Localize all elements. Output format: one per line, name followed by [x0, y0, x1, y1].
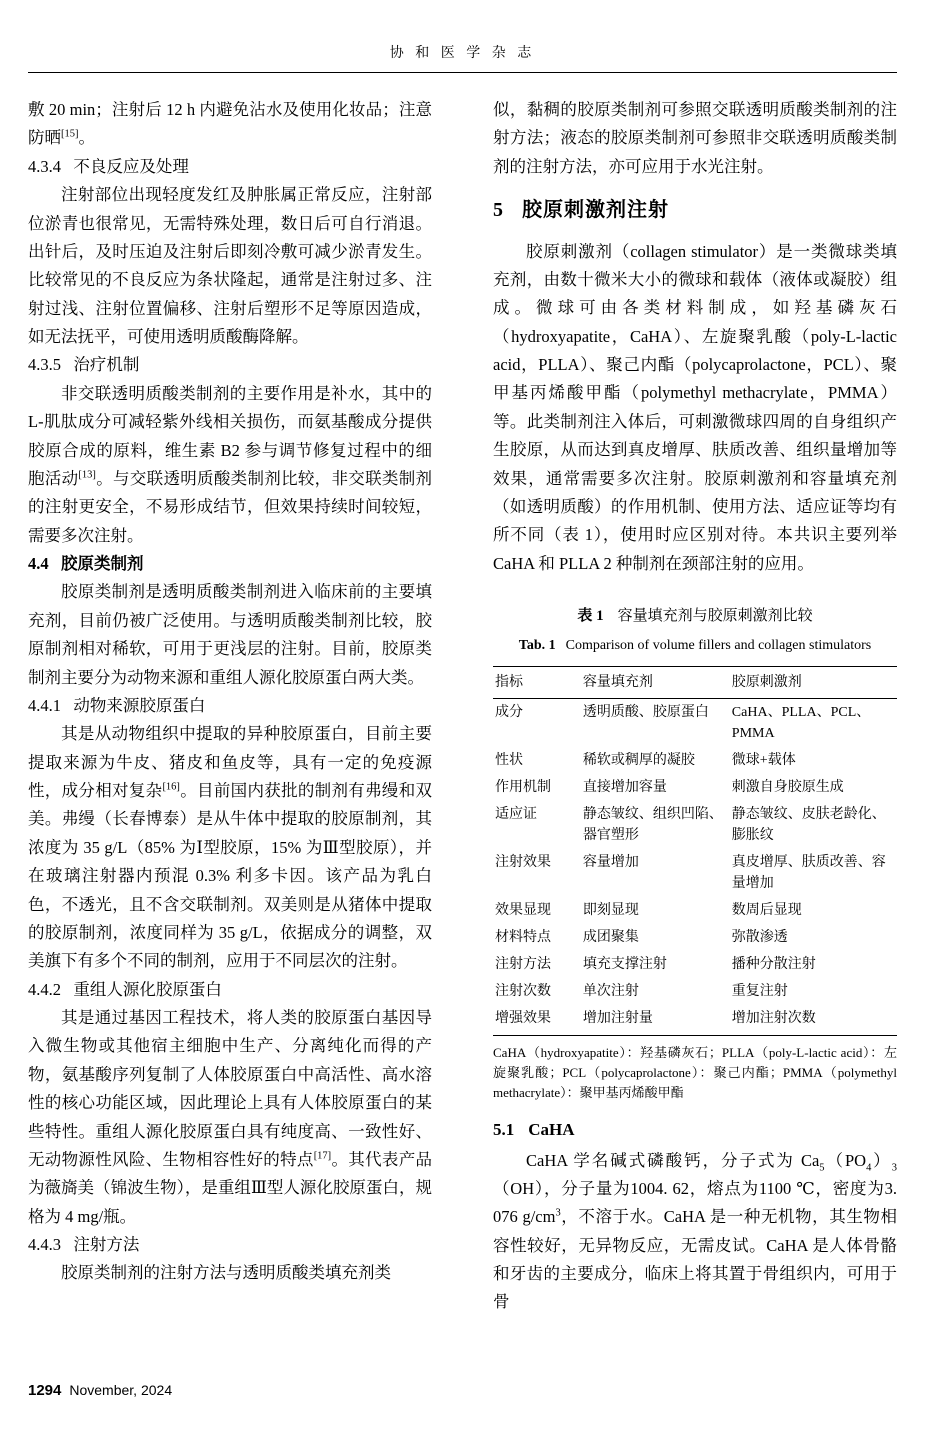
cell-collagen-stimulator: 弥散渗透 [731, 929, 788, 945]
cell-indicator: 注射次数 [495, 983, 551, 999]
header-rule [28, 72, 897, 73]
paragraph-4-4: 胶原类制剂是透明质酸类制剂进入临床前的主要填充剂，目前仍被广泛使用。与透明质酸类制剂比较，胶原制剂相对稀软，可用于更浅层的注射。目前，胶原类制剂主要分为动物来源和重组人源化胶原蛋白两大类。 [28, 582, 432, 687]
subscript-3: 3 [891, 1161, 898, 1173]
paragraph-4-4-3: 胶原类制剂的注射方法与透明质酸类填充剂类 [61, 1263, 391, 1283]
paragraph-continued-right: 似，黏稠的胶原类制剂可参照交联透明质酸类制剂的注射方法；液态的胶原类制剂可参照非交联透明质酸类制剂的注射方法，亦可应用于水光注射。 [493, 100, 897, 176]
left-column [28, 96, 432, 1288]
heading-title: 不良反应及处理 [73, 156, 189, 176]
cell-collagen-stimulator: 微球+载体 [731, 752, 796, 768]
cell-indicator: 作用机制 [495, 779, 551, 795]
table-1-block [493, 604, 897, 1103]
table-row [493, 897, 897, 924]
cell-collagen-stimulator: 静态皱纹、皮肤老龄化、膨胀纹 [731, 806, 886, 843]
right-column [493, 96, 897, 1317]
paragraph-text: CaHA 学名碱式磷酸钙，分子式为 Ca [526, 1150, 820, 1170]
paragraph-text: 其是通过基因工程技术，将人类的胶原蛋白基因导入微生物或其他宿主细胞中生产、分离纯化而得的产物，氨基酸序列复制了人体胶原蛋白中高活性、高水溶性的核心功能区域，因此理论上具有人体胶原蛋白的某些特性。重组人源化胶原蛋白具有纯度高、一致性好、无动物源性风险、生物相容性好的特点 [28, 1008, 432, 1169]
cell-volume-filler: 填充支撑注射 [582, 956, 667, 972]
cell-volume-filler: 稀软或稠厚的凝胶 [582, 752, 695, 768]
cell-indicator: 注射方法 [495, 956, 551, 972]
table-caption-cn [493, 604, 897, 630]
comparison-table [493, 666, 897, 1036]
table-label-en: Tab. 1 [518, 637, 556, 653]
reference-13: [13] [78, 469, 96, 481]
table-row [493, 849, 897, 897]
heading-number: 4.3.5 [28, 355, 61, 375]
cell-volume-filler: 透明质酸、胶原蛋白 [582, 704, 709, 720]
paragraph-text-end: 。与交联透明质酸类制剂比较，非交联类制剂的注射更安全，不易形成结节，但效果持续时间较短，需要多次注射。 [28, 468, 433, 545]
table-row [493, 747, 897, 774]
section-number: 5 [493, 199, 504, 222]
paragraph-4-3-5 [28, 380, 432, 550]
table-header-row [493, 666, 897, 698]
table-row [493, 698, 897, 747]
table-head [493, 666, 897, 698]
paragraph-4-3-4: 注射部位出现轻度发红及肿胀属正常反应，注射部位淤青也很常见，无需特殊处理，数日后可自行消退。出针后，及时压迫及注射后即刻冷敷可减少淤青发生。比较常见的不良反应为条状隆起，通常是注射过多、注射过浅、注射位置偏移、注射后塑形不足等原因造成，如无法抚平，可使用透明质酸酶降解。 [28, 185, 432, 346]
heading-title: 胶原类制剂 [61, 554, 144, 573]
heading-title: 治疗机制 [73, 355, 140, 375]
cell-volume-filler: 成团聚集 [582, 929, 639, 945]
cell-collagen-stimulator: 重复注射 [731, 983, 788, 999]
paragraph-4-4-2 [28, 1004, 432, 1231]
heading-title: 重组人源化胶原蛋白 [73, 979, 222, 999]
paragraph-text-end: 。目前国内获批的制剂有弗缦和双美。弗缦（长春博泰）是从牛体中提取的胶原制剂，其浓度为 35 g/L（85% 为Ⅰ型胶原，15% 为Ⅲ型胶原），并在玻璃注射器内预混 0.3% 利多卡因。该产品为乳白色，不透光，且不含交联制剂。双美则是从猪体中提取的胶原制剂，浓度同样为 35 g/L，依据成分的调整，双美旗下有多个不同的制剂，应用于不同层次的注射。 [28, 781, 433, 971]
heading-number: 4.4 [28, 554, 49, 573]
paragraph-text: 其是从动物组织中提取的异种胶原蛋白，目前主要提取来源为牛皮、猪皮和鱼皮等，具有一定的免疫源性，成分相对复杂 [28, 724, 432, 800]
cell-indicator: 成分 [495, 704, 523, 720]
table-row [493, 801, 897, 849]
paragraph-continued [28, 96, 432, 153]
heading-title: 注射方法 [73, 1235, 140, 1254]
heading-title: 动物来源胶原蛋白 [73, 695, 206, 715]
heading-4-4-3 [28, 1231, 432, 1259]
heading-4-4-1 [28, 692, 432, 720]
cell-collagen-stimulator: 真皮增厚、肤质改善、容量增加 [731, 854, 886, 891]
table-title-cn: 容量填充剂与胶原刺激剂比较 [617, 608, 813, 625]
cell-volume-filler: 单次注射 [582, 983, 639, 999]
table-row [493, 1005, 897, 1036]
heading-number: 4.3.4 [28, 156, 61, 176]
paragraph-text: 非交联透明质酸类制剂的主要作用是补水，其中的 L-肌肽成分可减轻紫外线相关损伤，而氨基酸成分提供胶原合成的原料，维生素 B2 参与调节修复过程中的细胞活动 [28, 383, 432, 488]
subscript-4: 4 [866, 1161, 872, 1173]
cell-indicator: 注射效果 [495, 854, 551, 870]
heading-4-4-2 [28, 976, 432, 1004]
heading-4-3-5 [28, 351, 432, 379]
paragraph-text: （OH），分子量为1004. 62，熔点为1100 ℃，密度为3. 076 g/cm [493, 1178, 897, 1227]
cell-collagen-stimulator: 播种分散注射 [731, 956, 816, 972]
col-header-collagen-stimulator: 胶原刺激剂 [731, 674, 802, 690]
subscript-5: 5 [819, 1161, 825, 1173]
cell-collagen-stimulator: 增加注射次数 [731, 1010, 816, 1026]
heading-4-3-4 [28, 153, 432, 181]
paragraph-text-end: 。其代表产品为薇旖美（锦波生物），是重组Ⅲ型人源化胶原蛋白，规格为 4 mg/瓶。 [28, 1149, 433, 1226]
heading-number: 4.4.3 [28, 1235, 61, 1254]
cell-collagen-stimulator: CaHA、PLLA、PCL、PMMA [731, 704, 871, 741]
table-row [493, 951, 897, 978]
paragraph-text-end: ，不溶于水。CaHA 是一种无机物，其生物相容性较好，无异物反应，无需皮试。CaHA 是人体骨骼和牙齿的主要成分，临床上将其置于骨组织内，可用于骨 [493, 1207, 897, 1312]
section-title: CaHA [528, 1120, 575, 1140]
cell-indicator: 材料特点 [495, 929, 551, 945]
cell-volume-filler: 容量增加 [582, 854, 639, 870]
paragraph-5: 胶原刺激剂（collagen stimulator）是一类微球类填充剂，由数十微米大小的微球和载体（液体或凝胶）组成。微球可由各类材料制成，如羟基磷灰石（hydroxyapatite，CaHA）、左旋聚乳酸（poly-L-lactic acid，PLLA）、聚己内酯（polycaprolactone，PCL）、聚甲基丙烯酸甲酯（polymethyl methacrylate，PMMA）等。此类制剂注入体后，可刺激微球四周的自身组织产生胶原，从而达到真皮增厚、肤质改善、组织量增加等效果，通常需要多次注射。胶原刺激剂和容量填充剂（如透明质酸）的作用机制、使用方法、适应证等均有所不同（表 1），使用时应区别对待。本共识主要列举 CaHA 和 PLLA 2 种制剂在颈部注射的应用。 [493, 241, 897, 573]
paragraph-text-end: 。 [78, 128, 95, 148]
running-head: 协 和 医 学 杂 志 [389, 46, 536, 61]
superscript-3: 3 [555, 1207, 561, 1219]
cell-volume-filler: 即刻显现 [582, 902, 639, 918]
cell-indicator: 性状 [495, 752, 523, 768]
reference-16: [16] [162, 781, 180, 793]
cell-indicator: 效果显现 [495, 902, 551, 918]
section-heading-5-1 [493, 1115, 897, 1144]
table-row [493, 774, 897, 801]
paragraph-text: 敷 20 min；注射后 12 h 内避免沾水及使用化妆品；注意防晒 [28, 100, 432, 148]
table-row [493, 924, 897, 951]
table-label-cn: 表 1 [577, 608, 604, 625]
paragraph-text: ） [871, 1150, 892, 1170]
cell-indicator: 适应证 [495, 806, 537, 822]
cell-volume-filler: 直接增加容量 [582, 779, 667, 795]
table-title-en: Comparison of volume fillers and collagen stimulators [565, 637, 872, 653]
cell-collagen-stimulator: 数周后显现 [731, 902, 802, 918]
cell-volume-filler: 静态皱纹、组织凹陷、器官塑形 [582, 806, 723, 843]
col-header-indicator: 指标 [495, 674, 523, 690]
cell-collagen-stimulator: 刺激自身胶原生成 [731, 779, 844, 795]
reference-15: [15] [61, 128, 79, 140]
table-row [493, 978, 897, 1005]
section-number: 5.1 [493, 1120, 515, 1140]
heading-number: 4.4.1 [28, 695, 61, 715]
heading-number: 4.4.2 [28, 979, 61, 999]
table-body [493, 698, 897, 1035]
page-number: 1294 [28, 1382, 62, 1399]
heading-4-4 [28, 550, 432, 578]
section-heading-5 [493, 193, 897, 227]
col-header-volume-filler: 容量填充剂 [582, 674, 653, 690]
issue-date: November, 2024 [69, 1382, 173, 1398]
paragraph-5-1 [493, 1147, 897, 1317]
paragraph-4-4-1 [28, 720, 432, 975]
cell-indicator: 增强效果 [495, 1010, 551, 1026]
paragraph-text: （PO [824, 1150, 867, 1170]
cell-volume-filler: 增加注射量 [582, 1010, 653, 1026]
section-title: 胶原刺激剂注射 [522, 199, 669, 222]
reference-17: [17] [313, 1150, 332, 1162]
page-footer [28, 1382, 172, 1399]
table-caption-en [493, 634, 897, 658]
table-footnote: CaHA（hydroxyapatite）：羟基磷灰石；PLLA（poly-L-lactic acid）：左旋聚乳酸；PCL（polycaprolactone）：聚己内酯；PMMA（polymethyl methacrylate）：聚甲基丙烯酸甲酯 [493, 1044, 897, 1101]
